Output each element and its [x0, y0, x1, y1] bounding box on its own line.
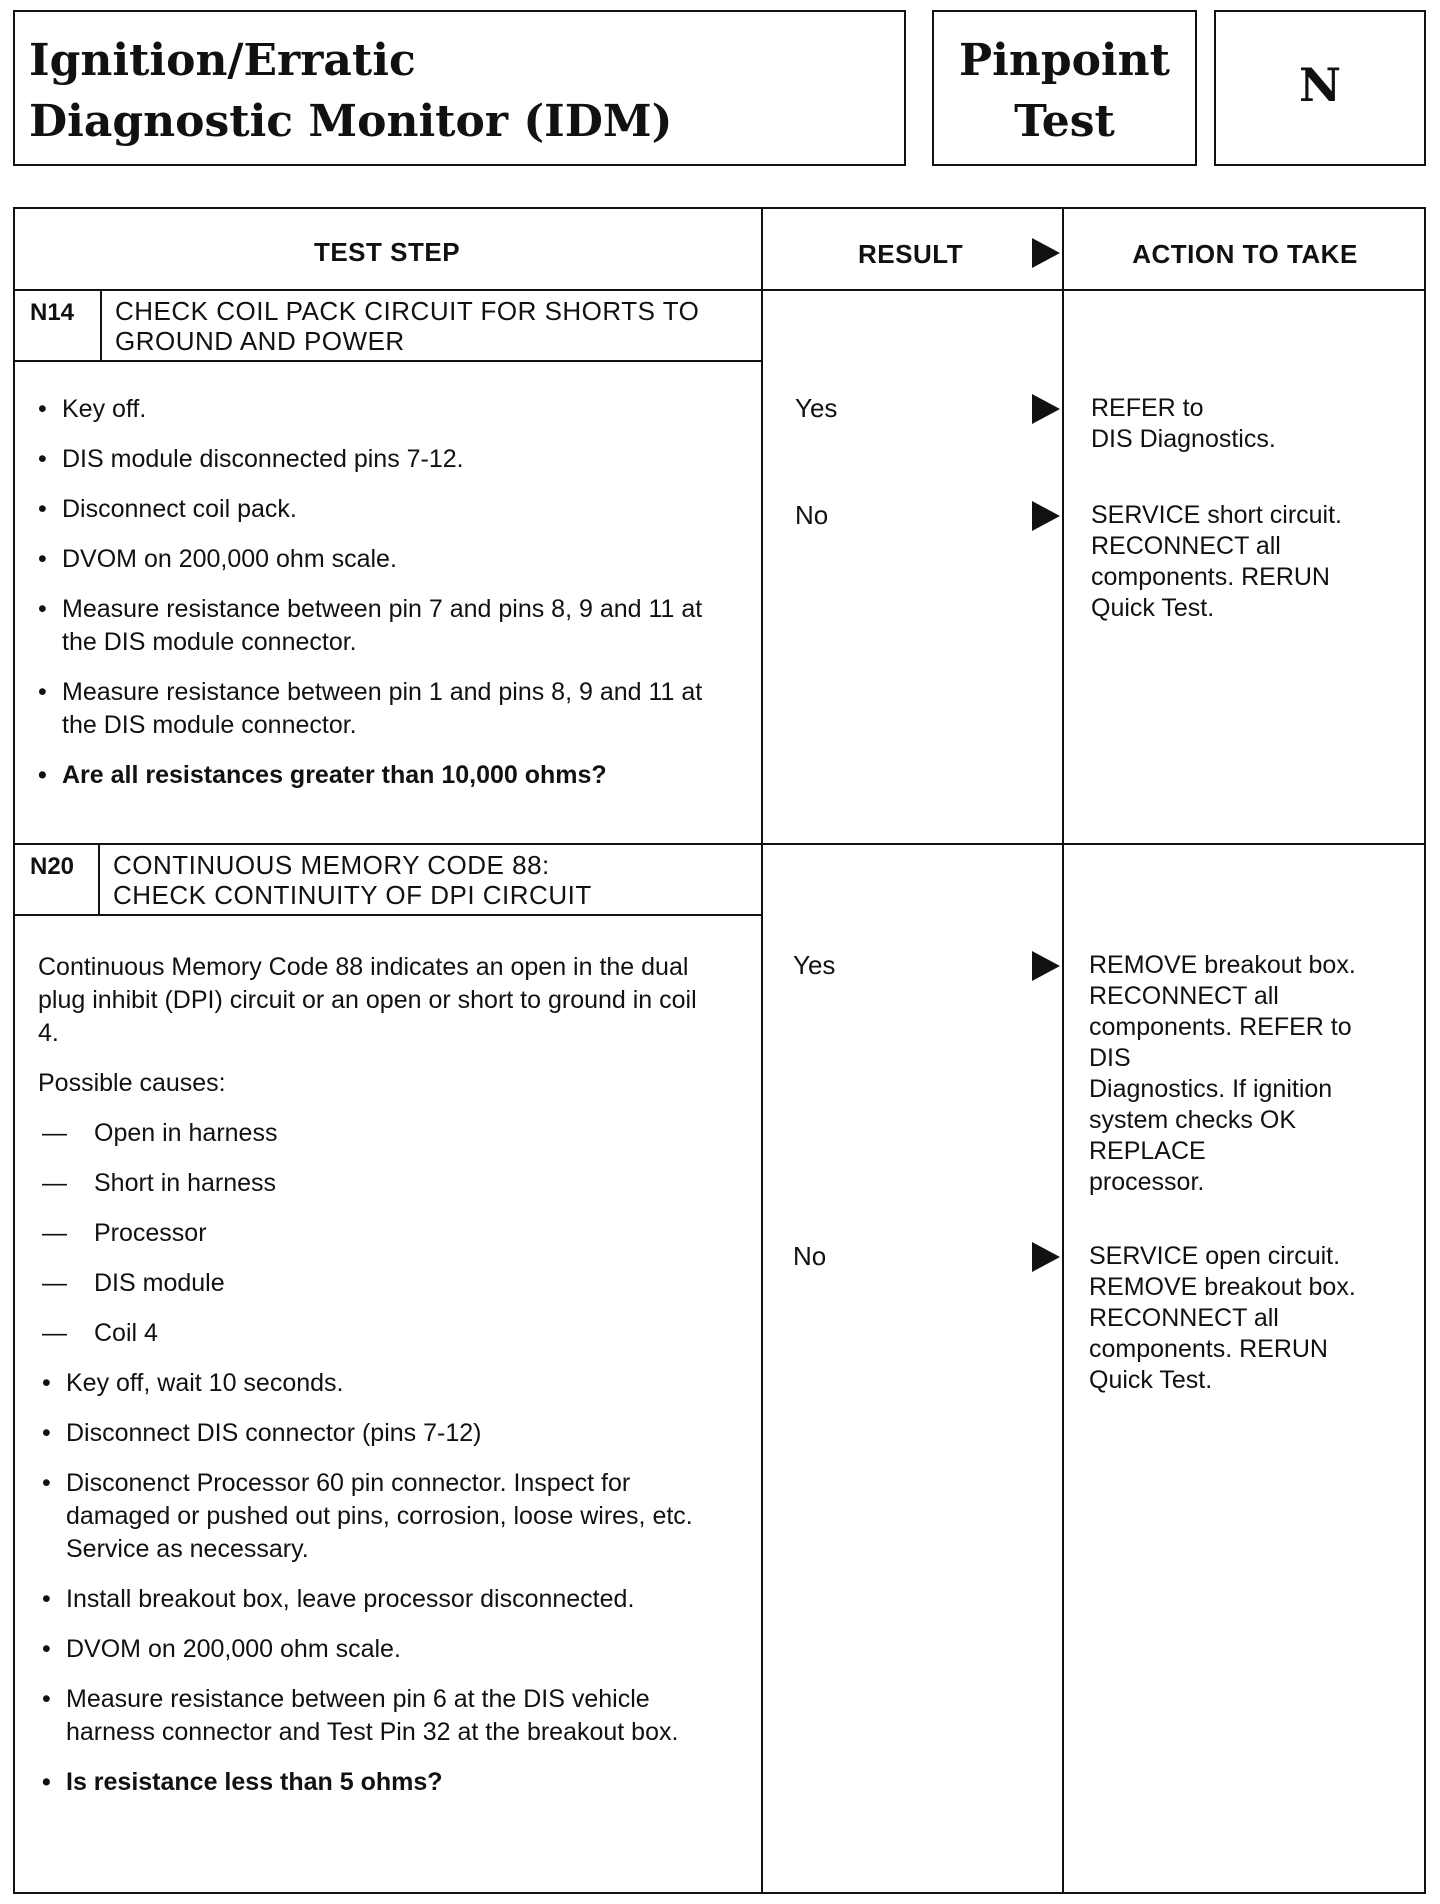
n14-title-line-1: CHECK COIL PACK CIRCUIT FOR SHORTS TO — [115, 296, 700, 326]
n20-result-no: No — [793, 1241, 827, 1271]
page-title — [29, 30, 672, 152]
list-item: • DVOM on 200,000 ohm scale. — [34, 543, 744, 576]
cause-item: — Short in harness — [38, 1167, 748, 1200]
pinpoint-line-2: Test — [1014, 96, 1115, 147]
title-line-2: Diagnostic Monitor (IDM) — [29, 96, 673, 147]
action-line: SERVICE open circuit. — [1089, 1242, 1341, 1270]
n14-action-yes — [1091, 393, 1411, 455]
list-item: • Measure resistance between pin 7 and pins 8, 9 and 11 at the DIS module connector. — [34, 593, 712, 659]
action-line: REMOVE breakout box. — [1089, 951, 1356, 979]
list-item: • Disconenct Processor 60 pin connector. Inspect for damaged or pushed out pins, corrosion, loose wires, etc. Service as necessary. — [38, 1467, 721, 1566]
n20-id-divider — [98, 843, 100, 915]
pinpoint-line-1: Pinpoint — [959, 35, 1170, 86]
list-item: • Install breakout box, leave processor disconnected. — [38, 1583, 748, 1616]
n14-yes-arrow-icon — [1032, 394, 1060, 424]
n14-question: • Are all resistances greater than 10,000 ohms? — [34, 759, 744, 792]
list-item: • Key off, wait 10 seconds. — [38, 1367, 748, 1400]
action-line: REMOVE breakout box. — [1089, 1273, 1356, 1301]
column-header-result: RESULT — [858, 239, 964, 269]
pinpoint-box — [932, 10, 1197, 166]
action-line: RECONNECT all — [1089, 1304, 1279, 1332]
action-line: components. RERUN — [1089, 1335, 1328, 1363]
n20-instructions — [38, 951, 748, 1816]
list-item: • Disconnect coil pack. — [34, 493, 744, 526]
n14-result-yes: Yes — [795, 393, 838, 423]
list-item: • Disconnect DIS connector (pins 7-12) — [38, 1417, 748, 1450]
step-title-n14 — [115, 296, 699, 356]
action-line: Diagnostics. If ignition — [1089, 1075, 1333, 1103]
cause-item: — Open in harness — [38, 1117, 748, 1150]
list-item: • Key off. — [34, 393, 744, 426]
n20-yes-arrow-icon — [1032, 951, 1060, 981]
n20-action-yes — [1089, 950, 1409, 1198]
n14-title-line-2: GROUND AND POWER — [115, 326, 405, 356]
test-letter: N — [1298, 58, 1342, 112]
action-line: RECONNECT all — [1089, 982, 1279, 1010]
result-arrow-icon — [1032, 238, 1060, 268]
n20-title-line-1: CONTINUOUS MEMORY CODE 88: — [113, 850, 550, 880]
column-divider-1 — [761, 207, 763, 1894]
n20-intro: Continuous Memory Code 88 indicates an open in the dual plug inhibit (DPI) circuit or an open or short to ground in coil 4. — [38, 953, 697, 1047]
action-line: processor. — [1089, 1168, 1205, 1196]
n20-result-yes: Yes — [793, 950, 836, 980]
action-line: DIS — [1089, 1044, 1131, 1072]
pinpoint-label — [934, 30, 1195, 152]
n20-question: • Is resistance less than 5 ohms? — [38, 1766, 748, 1799]
n14-action-no: SERVICE short circuit. RECONNECT all components. RERUN Quick Test. — [1091, 501, 1343, 622]
column-header-test-step: TEST STEP — [313, 237, 461, 267]
list-item: • DIS module disconnected pins 7-12. — [34, 443, 744, 476]
action-line: REPLACE — [1089, 1137, 1206, 1165]
n20-title-underline — [13, 914, 761, 916]
step-id-n14: N14 — [30, 299, 75, 326]
action-line: system checks OK — [1089, 1106, 1296, 1134]
list-item: • Measure resistance between pin 6 at the DIS vehicle harness connector and Test Pin 32 at the breakout box. — [38, 1683, 721, 1749]
test-letter-box — [1214, 10, 1426, 166]
n14-yes-action-line-1: REFER to — [1091, 394, 1204, 422]
n20-no-arrow-icon — [1032, 1242, 1060, 1272]
step-title-n20 — [113, 850, 592, 910]
list-item: • Measure resistance between pin 1 and pins 8, 9 and 11 at the DIS module connector. — [34, 676, 712, 742]
column-divider-2 — [1062, 207, 1064, 1894]
n20-causes-label: Possible causes: — [38, 1069, 226, 1097]
n14-yes-action-line-2: DIS Diagnostics. — [1091, 425, 1276, 453]
column-header-action: ACTION TO TAKE — [1132, 239, 1358, 269]
cause-item: — DIS module — [38, 1267, 748, 1300]
n14-result-no: No — [795, 500, 829, 530]
title-box — [13, 10, 906, 166]
cause-item: — Coil 4 — [38, 1317, 748, 1350]
header-row-divider — [13, 289, 1426, 291]
title-line-1: Ignition/Erratic — [29, 35, 416, 86]
cause-item: — Processor — [38, 1217, 748, 1250]
step-id-n20: N20 — [30, 853, 75, 880]
step-divider — [13, 843, 1426, 845]
n20-title-line-2: CHECK CONTINUITY OF DPI CIRCUIT — [113, 880, 592, 910]
list-item: • DVOM on 200,000 ohm scale. — [38, 1633, 748, 1666]
n14-title-underline — [13, 360, 761, 362]
n14-instructions — [34, 393, 744, 809]
n14-no-arrow-icon — [1032, 501, 1060, 531]
n20-action-no — [1089, 1241, 1409, 1396]
n14-id-divider — [100, 289, 102, 361]
action-line: components. REFER to — [1089, 1013, 1352, 1041]
action-line: Quick Test. — [1089, 1366, 1213, 1394]
